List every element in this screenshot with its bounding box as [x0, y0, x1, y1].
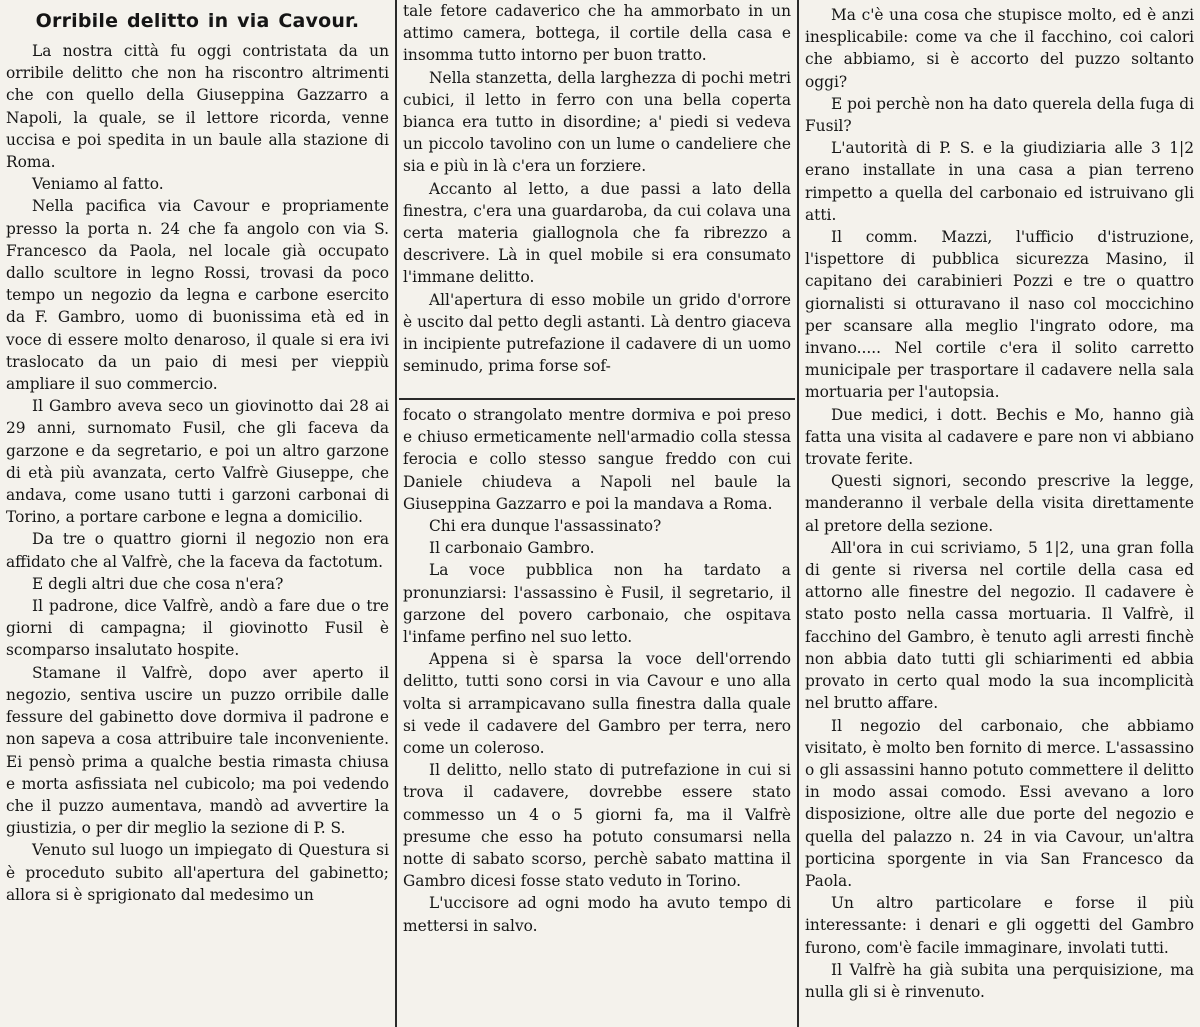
paragraph: E poi perchè non ha dato querela della fuga di Fusil?: [805, 94, 1194, 136]
paragraph: Ma c'è una cosa che stupisce molto, ed è anzi inesplicabile: come va che il facchino, coi calori che abbiamo, si è accorto del puzzo soltanto oggi?: [805, 6, 1194, 91]
paragraph: Stamane il Valfrè, dopo aver aperto il negozio, sentiva uscire un puzzo orribile dalle fessure del gabinetto dove dormiva il padrone e non sapeva a cosa attribuire tale inconveniente. Ei pensò prima a qualche bestia rimasta chiusa e morta asfissiata nel cubicolo; ma poi vedendo che il puzzo aumentava, mandò ad avvertire la giustizia, o per dir meglio la sezione di P. S.: [6, 663, 389, 838]
paragraph: Il padrone, dice Valfrè, andò a fare due o tre giorni di campagna; il giovinotto Fusil è scomparso insalutato hospite.: [6, 597, 389, 660]
paragraph: Questi signori, secondo prescrive la legge, manderanno il verbale della visita direttamente al pretore della sezione.: [805, 472, 1194, 535]
paragraph: Il negozio del carbonaio, che abbiamo visitato, è molto ben fornito di merce. L'assassino o gli assassini hanno potuto commettere il delitto in modo assai comodo. Essi avevano a loro disposizione, oltre alle due porte del negozio e quella del palazzo n. 24 in via Cavour, un'altra porticina sporgente in via San Francesco da Paola.: [805, 716, 1194, 890]
article-headline: Orribile delitto in via Cavour.: [35, 10, 360, 32]
column-2-bottom: [403, 404, 791, 937]
paragraph: Appena si è sparsa la voce dell'orrendo delitto, tutti sono corsi in via Cavour e uno alla volta si arrampicavano sulla finestra dalla quale si vede il cadavere del Gambro per terra, nero come un coleroso.: [403, 650, 791, 758]
paragraph: Veniamo al fatto.: [32, 175, 164, 194]
paragraph: La voce pubblica non ha tardato a pronunziarsi: l'assassino è Fusil, il segretario, il garzone del povero carbonaio, che ospitava l'infame perfino nel suo letto.: [403, 561, 791, 647]
column-2-top: [403, 0, 791, 377]
paragraph: Il comm. Mazzi, l'ufficio d'istruzione, l'ispettore di pubblica sicurezza Masino, il capitano dei carabinieri Pozzi e tre o quattro giornalisti si otturavano il naso col moccichino per scansare alla meglio l'ingrato odore, ma invano..... Nel cortile c'era il solito carretto municipale per trasportare il cadavere nella sala mortuaria per l'autopsia.: [805, 228, 1194, 402]
paragraph: Accanto al letto, a due passi a lato della finestra, c'era una guardaroba, da cui colava una certa materia giallognola che fa ribrezzo a descrivere. Là in quel mobile si era consumato l'immane delitto.: [403, 179, 791, 287]
paragraph: All'ora in cui scriviamo, 5 1|2, una gran folla di gente si riversa nel cortile della casa ed attorno alle finestre del negozio. Il cadavere è stato posto nella cassa mortuaria. Il Valfrè, il facchino del Gambro, è tenuto agli arresti finchè non abbia dato tutti gli schiarimenti ed abbia provato in certo qual modo la sua incomplicità nel brutto affare.: [805, 538, 1194, 713]
column-3: [799, 0, 1200, 1027]
paragraph: Il Valfrè ha già subita una perquisizione, ma nulla gli si è rinvenuto.: [805, 960, 1194, 1001]
column-2: [397, 0, 797, 1027]
paragraph: Nella pacifica via Cavour e propriamente presso la porta n. 24 che fa angolo con via S. Francesco da Paola, nel locale già occupato dallo scultore in legno Rossi, trovasi da poco tempo un negozio da legna e carbone esercito da F. Gambro, uomo di buonissima età ed in voce di essere molto denaroso, il quale si era ivi traslocato da un paio di mesi per vieppiù ampliare il suo commercio.: [6, 197, 389, 394]
paragraph: Il Gambro aveva seco un giovinotto dai 28 ai 29 anni, surnomato Fusil, che gli faceva da garzone e da segretario, e poi un altro garzone di età più avanzata, certo Valfrè Giuseppe, che andava, come usano tutti i garzoni carbonai di Torino, a portare carbone e legna a domicilio.: [6, 397, 389, 527]
paragraph: L'autorità di P. S. e la giudiziaria alle 3 1|2 erano installate in una casa a pian terreno rimpetto a quella del carbonaio ed istruivano gli atti.: [805, 139, 1194, 224]
paragraph: L'uccisore ad ogni modo ha avuto tempo di mettersi in salvo.: [403, 894, 791, 935]
paragraph: All'apertura di esso mobile un grido d'orrore è uscito dal petto degli astanti. Là dentro giaceva in incipiente putrefazione il cadavere di un uomo seminudo, prima forse sof-: [403, 290, 791, 376]
paragraph: Da tre o quattro giorni il negozio non era affidato che al Valfrè, che la faceva da factotum.: [6, 530, 389, 571]
paragraph: focato o strangolato mentre dormiva e poi preso e chiuso ermeticamente nell'armadio colla stessa ferocia e collo stesso sangue freddo con cui Daniele chiudeva a Napoli nel baule la Giuseppina Gazzarro e poi la mandava a Roma.: [403, 406, 791, 513]
paragraph: Nella stanzetta, della larghezza di pochi metri cubici, il letto in ferro con una bella coperta bianca era tutto in disordine; a' piedi si vedeva un piccolo tavolino con un lume o candeliere che sia e più in là c'era un forziere.: [403, 68, 791, 176]
paragraph: Due medici, i dott. Bechis e Mo, hanno già fatta una visita al cadavere e pare non vi abbiano trovate ferite.: [805, 405, 1194, 469]
paragraph: Il carbonaio Gambro.: [429, 539, 595, 558]
paragraph: Chi era dunque l'assassinato?: [429, 517, 662, 536]
column-1: [0, 0, 395, 1027]
paragraph: tale fetore cadaverico che ha ammorbato in un attimo camera, bottega, il cortile della casa e insomma tutto intorno per buon tratto.: [403, 2, 791, 65]
paragraph: Un altro particolare e forse il più interessante: i denari e gli oggetti del Gambro furono, com'è facile immaginare, involati tutti.: [805, 894, 1194, 957]
paragraph: La nostra città fu oggi contristata da un orribile delitto che non ha riscontro altrimenti che con quello della Giuseppina Gazzarro a Napoli, la quale, se il lettore ricorda, venne uccisa e poi spedita in un baule alla stazione di Roma.: [6, 42, 389, 172]
paragraph: E degli altri due che cosa n'era?: [32, 574, 284, 593]
paragraph: Il delitto, nello stato di putrefazione in cui si trova il cadavere, dovrebbe essere stato commesso un 4 o 5 giorni fa, ma il Valfrè presume che esso ha potuto consumarsi nella notte di sabato scorso, perchè sabato mattina il Gambro dicesi fosse stato veduto in Torino.: [403, 761, 791, 891]
paragraph: Venuto sul luogo un impiegato di Questura si è proceduto subito all'apertura del gabinetto; allora si è sprigionato dal medesimo un: [6, 841, 389, 904]
